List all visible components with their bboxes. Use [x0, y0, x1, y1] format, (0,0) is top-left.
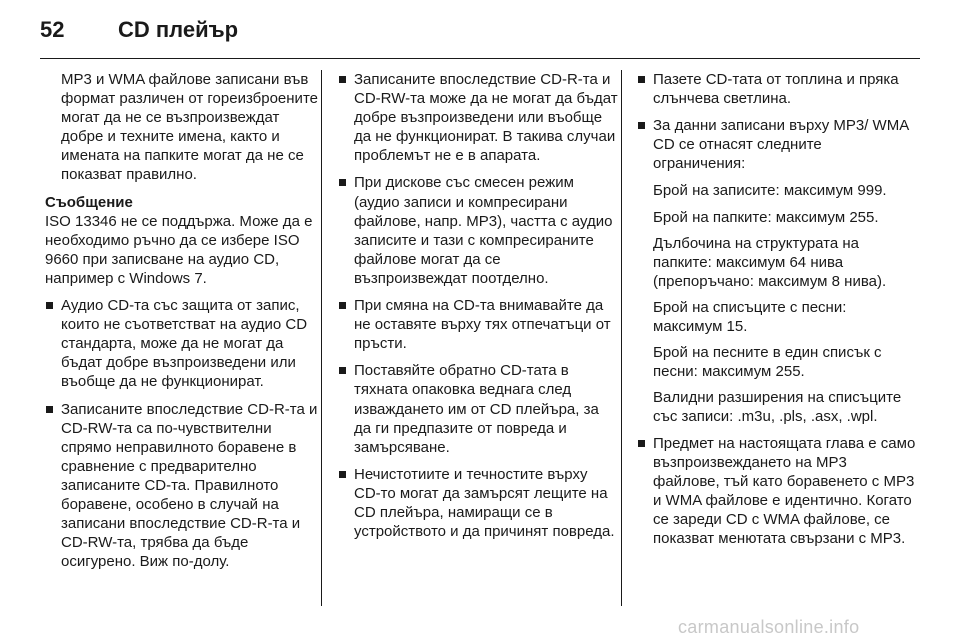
page-header [0, 0, 960, 58]
list-item: Нечистотиите и течностите върху CD-то могат да замърсят лещите на CD плейъра, намиращи се в устройството и да причинят повреда. [338, 465, 618, 541]
list-item: Записаните впоследствие CD-R-та и CD-RW-та може да не могат да бъдат добре възпроизведени или въобще да не функционират. В такива случаи проблемът не е в апарата. [338, 70, 618, 165]
limit-item: Брой на песните в един списък с песни: максимум 255. [653, 344, 882, 381]
list-item: Записаните впоследствие CD-R-та и CD-RW-та са по-чувствителни спрямо неправилното боравене в сравнение с предварително записаните CD-та. Правилното боравене, особено в случай на записани впоследствие CD-R-та и CD-RW-та, трябва да бъде осигурено. Виж по-долу. [45, 400, 325, 572]
limit-item: Брой на папките: максимум 255. [653, 208, 879, 226]
page-number: 52 [40, 17, 65, 42]
column-divider-2 [621, 70, 622, 606]
note-text: ISO 13346 не се поддържа. Може да е необходимо ръчно да се избере ISO 9660 при записване на аудио CD, например с Windows 7. [45, 212, 313, 287]
list-item: При смяна на CD-та внимавайте да не оставяте върху тях отпечатъци от пръсти. [338, 296, 618, 353]
limit-item: Брой на списъците с песни: максимум 15. [653, 298, 847, 336]
intro-paragraph: MP3 и WMA файлове записани във формат различен от гореизброените могат да не се възпроизвеждат добре и техните имена, както и имената на папките могат да не се показват правилно. [61, 71, 318, 184]
limit-item: Валидни разширения на списъците със записи: .m3u, .pls, .asx, .wpl. [653, 389, 902, 426]
limit-item: Брой на записите: максимум 999. [653, 182, 887, 200]
note-title: Съобщение [45, 193, 133, 211]
column-2 [338, 70, 618, 549]
list-item: За данни записани върху MP3/ WMA CD се отнасят следните ограничения: [637, 116, 917, 173]
list-item: При дискове със смесен режим (аудио записи и компресирани файлове, напр. MP3), частта с аудио записите и тази с компресираните файлове могат да се възпроизвеждат поотделно. [338, 173, 618, 288]
list-item: Пазете CD-тата от топлина и пряка слънчева светлина. [637, 70, 917, 108]
watermark: carmanualsonline.info [678, 617, 860, 637]
column-3 [637, 70, 917, 556]
list-item: Аудио CD-та със защита от запис, които не съответстват на аудио CD стандарта, може да не могат да бъдат добре възпроизведени или въобще да не функционират. [45, 296, 325, 391]
list-item: Поставяйте обратно CD-тата в тяхната опаковка веднага след изваждането им от CD плейъра, за да ги предпазите от повреда и замърсяване. [338, 361, 618, 456]
limit-item: Дълбочина на структурата на папките: максимум 64 нива (препоръчано: максимум 8 нива). [653, 234, 887, 290]
column-1 [45, 70, 325, 579]
page-title: CD плейър [118, 17, 239, 42]
header-divider [40, 58, 920, 59]
list-item: Предмет на настоящата глава е само възпроизвеждането на MP3 файлове, тъй като боравенето с MP3 и WMA файлове е идентично. Когато се зареди CD с WMA файлове, се показват менютата свързани с MP3. [637, 434, 917, 549]
